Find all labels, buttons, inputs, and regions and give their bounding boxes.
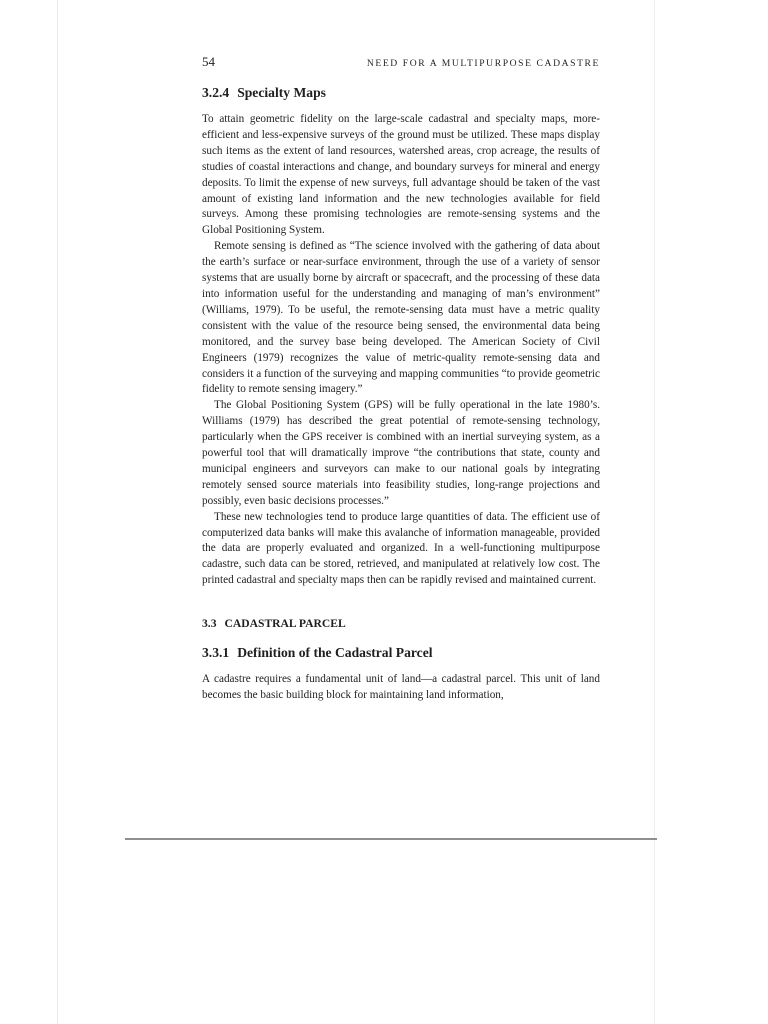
paragraph: To attain geometric fidelity on the large-scale cadastral and specialty maps, more-efficient and less-expensive surveys of the ground must be utilized. These maps display such items as the extent of land resources, watershed areas, crop acreage, the results of studies of coastal interactions and change, and boundary surveys for mineral and energy deposits. To limit the expense of new surveys, full advantage should be taken of the vast amount of existing land information and the new technologies available for field surveys. Among these promising technologies are remote-sensing systems and the Global Positioning System. — [202, 113, 600, 237]
page-bottom-edge — [125, 838, 657, 840]
paragraph: Remote sensing is defined as “The science involved with the gathering of data about the earth’s surface or near-surface environment, through the use of a variety of sensor systems that are usually borne by aircraft or spacecraft, and the processing of these data into information useful for the understanding and managing of man’s environment” (Williams, 1979). To be useful, the remote-sensing data must have a metric quality consistent with the value of the resource being sensed, the environmental data being monitored, and the survey base being developed. The American Society of Civil Engineers (1979) recognizes the value of metric-quality remote-sensing data and considers it a function of the surveying and mapping communities “to provide geometric fidelity to remote sensing imagery.” — [202, 240, 600, 396]
section-title: CADASTRAL PARCEL — [224, 617, 346, 631]
section-heading-specialty-maps — [202, 85, 600, 101]
scan-edge-left — [57, 0, 58, 1024]
scan-edge-right — [654, 0, 655, 1024]
paragraph: These new technologies tend to produce large quantities of data. The efficient use of computerized data banks will make this avalanche of information manageable, provided the data are properly evaluated and organized. In a well-functioning multipurpose cadastre, such data can be stored, retrieved, and manipulated at relatively low cost. The printed cadastral and specialty maps then can be rapidly revised and maintained current. — [202, 510, 600, 587]
paragraph: The Global Positioning System (GPS) will be fully operational in the late 1980’s. Williams (1979) has described the great potential of remote-sensing technology, particularly when the GPS receiver is combined with an inertial surveying system, as a powerful tool that will dramatically improve “the contributions that state, county and municipal engineers and surveyors can make to our national goals by integrating remotely sensed source materials into feasibility studies, long-range projections and possibly, even basic decisions processes.” — [202, 399, 600, 507]
book-page — [202, 54, 600, 704]
paragraph: A cadastre requires a fundamental unit of land—a cadastral parcel. This unit of land becomes the basic building block for maintaining land information, — [202, 673, 600, 702]
running-title: NEED FOR A MULTIPURPOSE CADASTRE — [366, 58, 600, 69]
section-title: Specialty Maps — [237, 85, 326, 100]
section-heading-definition — [202, 645, 600, 661]
section-number: 3.2.4 — [202, 85, 230, 100]
section-number: 3.3 — [202, 617, 217, 631]
running-header — [202, 54, 600, 72]
page-number: 54 — [202, 54, 215, 69]
section-heading-cadastral-parcel — [202, 617, 600, 631]
section-title: Definition of the Cadastral Parcel — [237, 645, 433, 661]
section-number: 3.3.1 — [202, 645, 230, 661]
